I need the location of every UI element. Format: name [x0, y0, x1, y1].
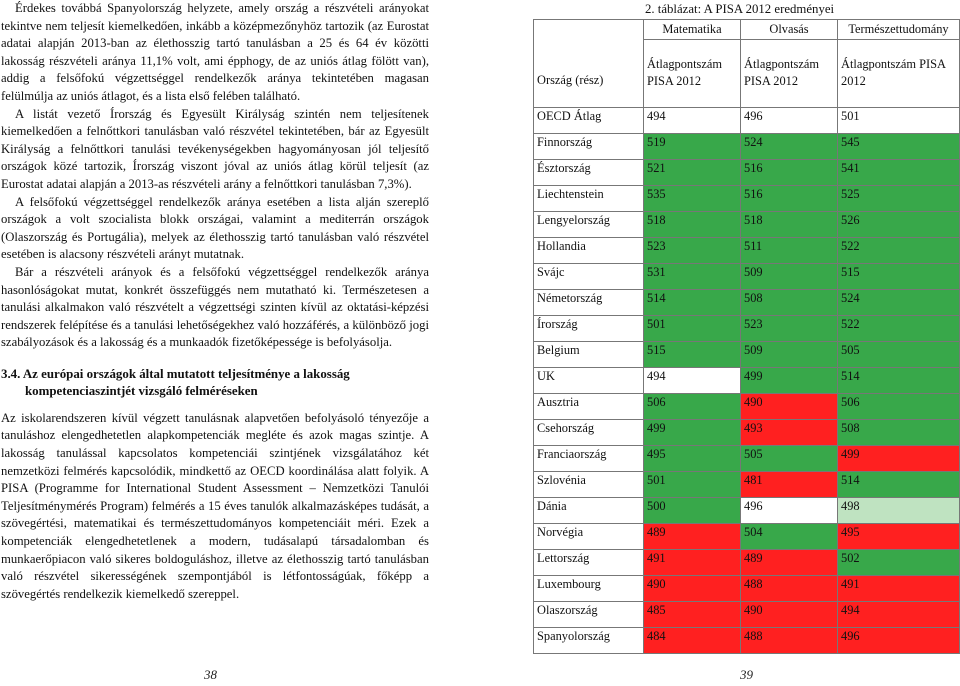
- science-score-cell: 506: [838, 393, 960, 419]
- subheader-science-average: Átlagpontszám PISA 2012: [838, 40, 960, 108]
- country-cell: Ausztria: [534, 393, 644, 419]
- table-row: [534, 133, 960, 159]
- reading-score-cell: 488: [741, 627, 838, 653]
- math-score-cell: 518: [644, 211, 741, 237]
- science-score-cell: 515: [838, 263, 960, 289]
- math-score-cell: 535: [644, 185, 741, 211]
- reading-score-cell: 523: [741, 315, 838, 341]
- table-body: [534, 107, 960, 653]
- table-row: [534, 445, 960, 471]
- table-row: [534, 497, 960, 523]
- math-score-cell: 523: [644, 237, 741, 263]
- paragraph: A felsőfokú végzettséggel rendelkezők aránya esetében a lista alján szereplő országok a volt szocialista blokk országai, valamint a mediterrán országok (Olaszország és Portugália), melyek az élethosszig tartó tanulásban való részvétel esetében is alacsony részvételi arányt mutatnak.: [1, 194, 429, 262]
- header-mathematics: Matematika: [644, 20, 741, 40]
- science-score-cell: 522: [838, 315, 960, 341]
- country-cell: OECD Átlag: [534, 107, 644, 133]
- country-cell: Franciaország: [534, 445, 644, 471]
- reading-score-cell: 493: [741, 419, 838, 445]
- header-blank: [534, 20, 644, 40]
- table-row: [534, 523, 960, 549]
- science-score-cell: 522: [838, 237, 960, 263]
- math-score-cell: 531: [644, 263, 741, 289]
- science-score-cell: 524: [838, 289, 960, 315]
- math-score-cell: 501: [644, 471, 741, 497]
- paragraph: A listát vezető Írország és Egyesült Királyság szintén nem teljesítenek kiemelkedően a felnőttkori tanulásban való részvétel tekintetében, bár az Egyesült Királyság a felnőttkori tanulási tevékenységekben hagyományosan jól teljesítő országok közé tartozik, Írország viszont jóval az uniós átlag körül teljesít (az Eurostat adatai alapján a 2013-as részvételi arány a felnőttkori tanulásban 7,3%).: [1, 106, 429, 191]
- table-row: [534, 393, 960, 419]
- country-cell: Finnország: [534, 133, 644, 159]
- subheader-reading-average: Átlagpontszám PISA 2012: [741, 40, 838, 108]
- math-score-cell: 501: [644, 315, 741, 341]
- country-cell: Spanyolország: [534, 627, 644, 653]
- header-country: Ország (rész): [534, 40, 644, 108]
- reading-score-cell: 516: [741, 185, 838, 211]
- science-score-cell: 502: [838, 549, 960, 575]
- country-cell: Olaszország: [534, 601, 644, 627]
- table-row: [534, 237, 960, 263]
- math-score-cell: 514: [644, 289, 741, 315]
- country-cell: Lettország: [534, 549, 644, 575]
- science-score-cell: 496: [838, 627, 960, 653]
- math-score-cell: 521: [644, 159, 741, 185]
- table-row: [534, 575, 960, 601]
- table-row: [534, 211, 960, 237]
- paragraph: Érdekes továbbá Spanyolország helyzete, amely ország a részvételi arányokat tekintve nem teljesít kiemelkedően, inkább a középmezőnyhöz tartozik (az Eurostat adatai alapján 2013-ban az élethosszig tartó tanulásban a 25 és 64 év közötti lakosság részvételi aránya 11,1% volt, ami épphogy, de az uniós átlag fölött van), addig a felsőfokú végzettséggel rendelkezők aránya tekintetében magasan felülmúlja az uniós átlagot, és a lista első felében található.: [1, 1, 429, 103]
- table-row: [534, 419, 960, 445]
- table-row: [534, 367, 960, 393]
- reading-score-cell: 518: [741, 211, 838, 237]
- reading-score-cell: 490: [741, 393, 838, 419]
- science-score-cell: 498: [838, 497, 960, 523]
- country-cell: Svájc: [534, 263, 644, 289]
- table-row: [534, 107, 960, 133]
- table-row: [534, 627, 960, 653]
- country-cell: Liechtenstein: [534, 185, 644, 211]
- science-score-cell: 541: [838, 159, 960, 185]
- math-score-cell: 495: [644, 445, 741, 471]
- country-cell: Észtország: [534, 159, 644, 185]
- page-number-left: 38: [204, 667, 217, 682]
- math-score-cell: 494: [644, 367, 741, 393]
- math-score-cell: 515: [644, 341, 741, 367]
- table-row: [534, 315, 960, 341]
- science-score-cell: 545: [838, 133, 960, 159]
- science-score-cell: 505: [838, 341, 960, 367]
- science-score-cell: 526: [838, 211, 960, 237]
- table-row: [534, 263, 960, 289]
- country-cell: Norvégia: [534, 523, 644, 549]
- reading-score-cell: 509: [741, 341, 838, 367]
- math-score-cell: 500: [644, 497, 741, 523]
- reading-score-cell: 511: [741, 237, 838, 263]
- reading-score-cell: 499: [741, 367, 838, 393]
- reading-score-cell: 481: [741, 471, 838, 497]
- reading-score-cell: 508: [741, 289, 838, 315]
- table-row: [534, 341, 960, 367]
- country-cell: Luxembourg: [534, 575, 644, 601]
- country-cell: Németország: [534, 289, 644, 315]
- country-cell: Dánia: [534, 497, 644, 523]
- math-score-cell: 484: [644, 627, 741, 653]
- header-science: Természettudomány: [838, 20, 960, 40]
- science-score-cell: 495: [838, 523, 960, 549]
- science-score-cell: 508: [838, 419, 960, 445]
- reading-score-cell: 496: [741, 497, 838, 523]
- math-score-cell: 485: [644, 601, 741, 627]
- subheader-math-average: Átlagpontszám PISA 2012: [644, 40, 741, 108]
- math-score-cell: 519: [644, 133, 741, 159]
- science-score-cell: 499: [838, 445, 960, 471]
- country-cell: Hollandia: [534, 237, 644, 263]
- table-caption: 2. táblázat: A PISA 2012 eredményei: [645, 2, 835, 16]
- paragraph: Bár a részvételi arányok és a felsőfokú végzettséggel rendelkezők aránya hasonlóságokat mutat, konkrét összefüggés nem mutatható ki. Természetesen a tanulási alkalmakon való részvételt a végzettségi szinten kívül az oktatási-képzési rendszerek felépítése és a tanulási lehetőségekhez való hozzáférés, a különböző jogi szabályozások és a lakosság és a munkaadók fizetőképessége is befolyásolja.: [1, 264, 429, 350]
- math-score-cell: 490: [644, 575, 741, 601]
- reading-score-cell: 488: [741, 575, 838, 601]
- science-score-cell: 525: [838, 185, 960, 211]
- country-cell: Lengyelország: [534, 211, 644, 237]
- table-row: [534, 471, 960, 497]
- table-row: [534, 289, 960, 315]
- header-reading: Olvasás: [741, 20, 838, 40]
- left-page-text: [1, 0, 429, 603]
- math-score-cell: 491: [644, 549, 741, 575]
- reading-score-cell: 524: [741, 133, 838, 159]
- science-score-cell: 514: [838, 471, 960, 497]
- page-number-right: 39: [740, 667, 753, 682]
- pisa-results-table: [533, 19, 960, 654]
- reading-score-cell: 516: [741, 159, 838, 185]
- science-score-cell: 494: [838, 601, 960, 627]
- reading-score-cell: 496: [741, 107, 838, 133]
- country-cell: Csehország: [534, 419, 644, 445]
- science-score-cell: 514: [838, 367, 960, 393]
- reading-score-cell: 489: [741, 549, 838, 575]
- table-row: [534, 549, 960, 575]
- country-cell: UK: [534, 367, 644, 393]
- reading-score-cell: 490: [741, 601, 838, 627]
- paragraph: Az iskolarendszeren kívül végzett tanulásnak alapvetően befolyásoló tényezője a tanuláshoz elengedhetetlen alapkompetenciák megléte és azok magas szintje. A lakosság tanulással kapcsolatos kompetenciái szintjének vizsgálatához két nemzetközi felmérés kapcsolódik, mindkettő az OECD koordinálása alatt folyik. A PISA (Programme for International Student Assessment – Nemzetközi Tanulói Teljesítménymérés Program) felmérés a 15 éves tanulók alkalmazásképes tudását, a szövegértési, matematikai és természettudományos kompetenciáit méri. Ezek a kompetenciák elengedhetetlenek a modern, tudásalapú társadalomban és munkaerőpiacon való sikeres boldoguláshoz, illetve az élethosszig tartó tanulásban való részvétel sikerességének szempontjából is létfontosságúak, főképp a szövegértés rendelkezik kiemelkedő szereppel.: [1, 410, 429, 601]
- science-score-cell: 501: [838, 107, 960, 133]
- country-cell: Írország: [534, 315, 644, 341]
- reading-score-cell: 504: [741, 523, 838, 549]
- table-row: [534, 601, 960, 627]
- math-score-cell: 494: [644, 107, 741, 133]
- table-row: [534, 185, 960, 211]
- math-score-cell: 499: [644, 419, 741, 445]
- country-cell: Szlovénia: [534, 471, 644, 497]
- math-score-cell: 489: [644, 523, 741, 549]
- science-score-cell: 491: [838, 575, 960, 601]
- math-score-cell: 506: [644, 393, 741, 419]
- country-cell: Belgium: [534, 341, 644, 367]
- reading-score-cell: 509: [741, 263, 838, 289]
- table-row: [534, 159, 960, 185]
- reading-score-cell: 505: [741, 445, 838, 471]
- section-heading: 3.4. Az európai országok által mutatott teljesítménye a lakosság kompetenciaszintjét vizsgáló felméréseken: [1, 366, 350, 398]
